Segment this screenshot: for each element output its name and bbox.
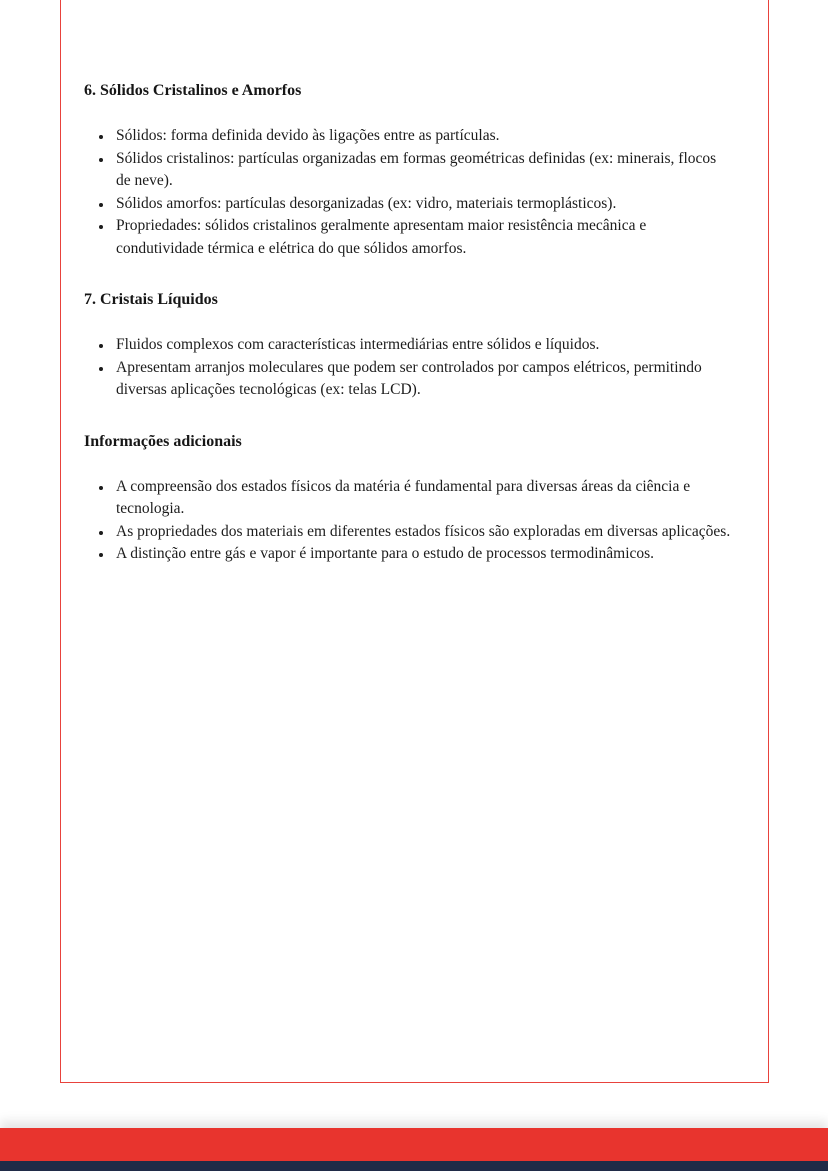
list-item: • As propriedades dos materiais em diferentes estados físicos são exploradas em diversas aplicações. [113, 521, 732, 544]
footer-dark-bar [0, 1161, 828, 1171]
bullet-list [84, 334, 732, 402]
list-item: • A compreensão dos estados físicos da matéria é fundamental para diversas áreas da ciência e tecnologia. [113, 476, 732, 521]
list-item: • Sólidos: forma definida devido às ligações entre as partículas. [113, 125, 732, 148]
section-heading: 7. Cristais Líquidos [84, 291, 218, 308]
bullet-list [84, 476, 732, 566]
section-cristais-liquidos [84, 290, 732, 402]
section-solidos-cristalinos-amorfos [84, 81, 732, 260]
section-informacoes-adicionais [84, 432, 732, 566]
page-content-frame [60, 0, 769, 1083]
list-item: • Sólidos amorfos: partículas desorganizadas (ex: vidro, materiais termoplásticos). [113, 193, 732, 216]
bullet-list [84, 125, 732, 260]
section-heading: 6. Sólidos Cristalinos e Amorfos [84, 82, 302, 99]
list-item: • Apresentam arranjos moleculares que podem ser controlados por campos elétricos, permitindo diversas aplicações tecnológicas (ex: telas LCD). [113, 357, 732, 402]
list-item: • Sólidos cristalinos: partículas organizadas em formas geométricas definidas (ex: minerais, flocos de neve). [113, 148, 732, 193]
list-item: • Fluidos complexos com características intermediárias entre sólidos e líquidos. [113, 334, 732, 357]
footer-red-bar [0, 1128, 828, 1161]
list-item: • Propriedades: sólidos cristalinos geralmente apresentam maior resistência mecânica e condutividade térmica e elétrica do que sólidos amorfos. [113, 215, 732, 260]
section-heading: Informações adicionais [84, 432, 242, 450]
list-item: • A distinção entre gás e vapor é importante para o estudo de processos termodinâmicos. [113, 543, 732, 566]
